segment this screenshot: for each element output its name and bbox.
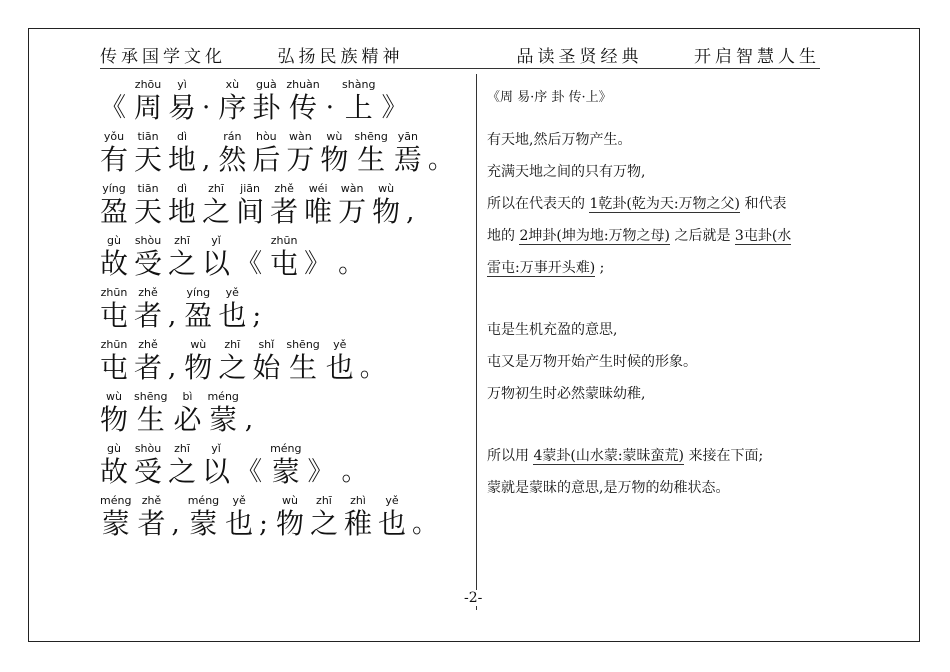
hanzi: 者 (270, 195, 299, 228)
hanzi-with-pinyin (286, 130, 314, 176)
hanzi-with-pinyin (173, 390, 201, 436)
header-motto-2: 弘扬民族精神 (277, 47, 404, 67)
hanzi: 盈 (100, 195, 129, 228)
pinyin: zhūn (100, 338, 128, 351)
hanzi: 天 (134, 195, 163, 228)
pinyin: zhūn (100, 286, 128, 299)
hanzi-with-pinyin (252, 338, 280, 384)
hanzi-with-pinyin (378, 494, 406, 540)
punctuation-mark: 。 (338, 249, 365, 279)
translation-column (487, 86, 862, 504)
hanzi-with-pinyin (134, 390, 167, 436)
pinyin: zhī (316, 494, 332, 507)
classic-line (100, 332, 470, 384)
hanzi: 蒙 (209, 403, 238, 436)
hanzi-with-pinyin (252, 130, 280, 176)
hanzi: 稚 (343, 507, 372, 540)
hanzi: 物 (320, 143, 349, 176)
hanzi-with-pinyin (100, 338, 128, 384)
classic-line (100, 280, 470, 332)
pinyin: wéi (308, 182, 328, 195)
translation-line: 有天地,然后万物产生。 (487, 132, 632, 148)
hanzi: 上 (344, 91, 373, 124)
hexagram-reference: 雷屯:万事开头难) (487, 260, 596, 276)
pinyin: yě (333, 338, 347, 351)
hanzi: 之 (168, 247, 197, 280)
hanzi-with-pinyin (168, 234, 196, 280)
hanzi: 地 (168, 195, 197, 228)
punctuation (428, 130, 456, 176)
header-rule (100, 68, 820, 69)
hanzi-with-pinyin (225, 494, 253, 540)
hanzi-with-pinyin (168, 78, 196, 124)
hanzi: 者 (134, 299, 163, 332)
hanzi: 地 (168, 143, 197, 176)
classic-text-with-pinyin (100, 78, 470, 540)
punctuation (236, 442, 264, 488)
punctuation-mark: · (202, 93, 211, 123)
pinyin: wàn (288, 130, 312, 143)
translation-line (487, 252, 862, 284)
hanzi: 盈 (184, 299, 213, 332)
pinyin: yǐ (211, 234, 221, 247)
hanzi: 之 (309, 507, 338, 540)
punctuation (308, 442, 336, 488)
punctuation-mark: 。 (412, 509, 439, 539)
hanzi: 物 (184, 351, 213, 384)
hanzi: 间 (236, 195, 265, 228)
pinyin: zhě (138, 286, 158, 299)
hanzi-with-pinyin (207, 390, 238, 436)
punctuation (236, 234, 264, 280)
hanzi: 之 (218, 351, 247, 384)
translation-text: 和代表 (744, 196, 787, 212)
hanzi: 生 (357, 143, 386, 176)
punctuation (171, 494, 181, 540)
classic-line (100, 384, 470, 436)
pinyin: shēng (134, 390, 168, 403)
hanzi-with-pinyin (218, 338, 246, 384)
translation-text: ; (599, 260, 605, 276)
pinyin: wù (190, 338, 207, 351)
page-number: -2- (464, 590, 483, 606)
hanzi: 万 (286, 143, 315, 176)
punctuation-mark: 》 (381, 93, 408, 123)
pinyin: yě (232, 494, 246, 507)
translation-line (487, 188, 862, 220)
pinyin: zhuàn (286, 78, 320, 91)
pinyin: zhī (174, 234, 190, 247)
pinyin: gù (107, 442, 121, 455)
pinyin: wù (281, 494, 298, 507)
pinyin: tiān (137, 182, 159, 195)
pinyin: tiān (137, 130, 159, 143)
punctuation-mark: 。 (427, 145, 454, 175)
pinyin: wù (106, 390, 122, 403)
hanzi-with-pinyin (286, 338, 319, 384)
hanzi: 卦 (252, 91, 281, 124)
punctuation (381, 78, 409, 124)
punctuation-mark: ; (259, 509, 268, 539)
pinyin: zhě (141, 494, 162, 507)
hanzi: 也 (377, 507, 406, 540)
punctuation-mark: · (325, 93, 335, 123)
punctuation-mark: , (168, 301, 177, 331)
pinyin: bì (182, 390, 193, 403)
hanzi: 传 (289, 91, 318, 124)
hanzi: 蒙 (101, 507, 130, 540)
hanzi-with-pinyin (100, 130, 128, 176)
hanzi-with-pinyin (326, 338, 354, 384)
hanzi-with-pinyin (100, 182, 128, 228)
hanzi: 屯 (100, 299, 129, 332)
pinyin: rán (223, 130, 242, 143)
translation-text: 所以在代表天的 (487, 196, 585, 212)
hanzi-with-pinyin (168, 442, 196, 488)
header-motto-3: 品读圣贤经典 (516, 47, 643, 67)
hanzi: 万 (338, 195, 367, 228)
hanzi-with-pinyin (134, 78, 162, 124)
hanzi-with-pinyin (188, 494, 219, 540)
hanzi: 以 (202, 455, 231, 488)
translation-line: 屯是生机充盈的意思, (487, 322, 618, 338)
translation-line: 蒙就是蒙昧的意思,是万物的幼稚状态。 (487, 480, 730, 496)
hanzi: 物 (275, 507, 304, 540)
punctuation-mark: 。 (359, 353, 386, 383)
hanzi-with-pinyin (310, 494, 338, 540)
punctuation-mark: 《 (100, 93, 127, 123)
hanzi: 物 (100, 403, 129, 436)
hanzi-with-pinyin (184, 338, 212, 384)
pinyin: yǐ (211, 442, 221, 455)
classic-title (100, 78, 470, 124)
hanzi-with-pinyin (276, 494, 304, 540)
punctuation (168, 286, 178, 332)
hanzi: 生 (289, 351, 318, 384)
hanzi-with-pinyin (134, 234, 162, 280)
hanzi-with-pinyin (202, 234, 230, 280)
punctuation-mark: , (202, 145, 211, 175)
hanzi: 也 (218, 299, 247, 332)
hanzi-with-pinyin (100, 286, 128, 332)
pinyin: shǐ (258, 338, 275, 351)
column-divider (476, 74, 477, 610)
hanzi-with-pinyin (218, 130, 246, 176)
hanzi: 蒙 (271, 455, 300, 488)
pinyin: méng (100, 494, 132, 507)
pinyin: zhī (208, 182, 224, 195)
header-motto-1: 传承国学文化 (100, 47, 226, 67)
pinyin: shēng (286, 338, 320, 351)
header-motto-4: 开启智慧人生 (694, 47, 820, 67)
punctuation (338, 234, 366, 280)
translation-text: 之后就是 (674, 228, 731, 244)
punctuation (259, 494, 270, 540)
hanzi-with-pinyin (344, 494, 372, 540)
hanzi-with-pinyin (338, 182, 366, 228)
hanzi: 者 (137, 507, 166, 540)
pinyin: yān (397, 130, 418, 143)
pinyin: yě (385, 494, 399, 507)
hanzi: 序 (218, 91, 247, 124)
hanzi-with-pinyin (100, 390, 128, 436)
pinyin: zhī (224, 338, 241, 351)
pinyin: zhì (350, 494, 366, 507)
pinyin: méng (207, 390, 239, 403)
hanzi: 有 (100, 143, 129, 176)
hanzi-with-pinyin (202, 442, 230, 488)
hanzi: 周 (134, 91, 163, 124)
pinyin: dì (177, 130, 188, 143)
punctuation-mark: , (406, 197, 415, 227)
pinyin: shòu (134, 442, 162, 455)
pinyin: yě (225, 286, 239, 299)
punctuation (245, 390, 255, 436)
pinyin: zhōu (134, 78, 162, 91)
punctuation (202, 130, 212, 176)
hanzi-with-pinyin (286, 78, 319, 124)
hanzi-with-pinyin (372, 182, 400, 228)
punctuation-mark: , (171, 509, 180, 539)
punctuation-mark: 。 (341, 457, 368, 487)
translation-text: 来接在下面; (688, 448, 764, 464)
pinyin: gù (107, 234, 121, 247)
hanzi: 故 (100, 455, 129, 488)
hanzi: 易 (168, 91, 197, 124)
hanzi: 唯 (304, 195, 333, 228)
hanzi-with-pinyin (270, 442, 301, 488)
pinyin: zhě (138, 338, 158, 351)
hanzi: 屯 (100, 351, 129, 384)
pinyin: hòu (255, 130, 277, 143)
hexagram-reference: 3屯卦(水 (734, 228, 792, 244)
hanzi-with-pinyin (252, 78, 280, 124)
hanzi: 者 (134, 351, 163, 384)
hanzi-with-pinyin (218, 78, 246, 124)
hanzi-with-pinyin (134, 286, 162, 332)
pinyin: wàn (340, 182, 364, 195)
pinyin: yíng (186, 286, 211, 299)
pinyin: zhě (274, 182, 294, 195)
hanzi: 始 (252, 351, 281, 384)
hanzi: 之 (168, 455, 197, 488)
pinyin: wù (378, 182, 395, 195)
pinyin: méng (187, 494, 220, 507)
translation-line: 屯又是万物开始产生时候的形象。 (487, 354, 697, 370)
hexagram-reference: 2坤卦(坤为地:万物之母) (519, 228, 671, 244)
punctuation (252, 286, 263, 332)
hanzi-with-pinyin (184, 286, 212, 332)
punctuation (406, 182, 416, 228)
hanzi-with-pinyin (218, 286, 246, 332)
hanzi-with-pinyin (134, 182, 162, 228)
translation-line: 万物初生时必然蒙昧幼稚, (487, 386, 646, 402)
punctuation-mark: ; (252, 301, 262, 331)
hanzi: 故 (100, 247, 129, 280)
hanzi: 生 (136, 403, 165, 436)
hanzi-with-pinyin (137, 494, 165, 540)
punctuation (342, 442, 370, 488)
hanzi-with-pinyin (134, 442, 162, 488)
classic-line (100, 228, 470, 280)
punctuation-mark: 《 (236, 249, 263, 279)
hanzi: 之 (202, 195, 231, 228)
hanzi: 蒙 (189, 507, 218, 540)
translation-title: 《周 易·序 卦 传·上》 (487, 90, 612, 105)
pinyin: guà (255, 78, 277, 91)
translation-text: 所以用 (487, 448, 529, 464)
hanzi: 也 (325, 351, 354, 384)
translation-line (487, 440, 862, 472)
hanzi-with-pinyin (236, 182, 264, 228)
punctuation (360, 338, 388, 384)
punctuation-mark: , (244, 405, 254, 435)
hanzi: 焉 (393, 143, 422, 176)
pinyin: zhī (174, 442, 190, 455)
hanzi-with-pinyin (168, 130, 196, 176)
punctuation-mark: 《 (236, 457, 263, 487)
hanzi-with-pinyin (100, 442, 128, 488)
punctuation (168, 338, 178, 384)
hanzi-with-pinyin (202, 182, 230, 228)
classic-line (100, 124, 470, 176)
translation-text: 地的 (487, 228, 515, 244)
hanzi-with-pinyin (134, 130, 162, 176)
pinyin: dì (177, 182, 188, 195)
hanzi: 必 (173, 403, 202, 436)
hanzi: 也 (225, 507, 254, 540)
pinyin: zhūn (270, 234, 298, 247)
hexagram-reference: 1乾卦(乾为天:万物之父) (589, 196, 741, 212)
translation-line (487, 220, 862, 252)
hanzi: 以 (202, 247, 231, 280)
hanzi: 受 (134, 247, 163, 280)
pinyin: shēng (354, 130, 388, 143)
punctuation-mark: , (168, 353, 177, 383)
hanzi: 屯 (270, 247, 299, 280)
hanzi-with-pinyin (342, 78, 375, 124)
hanzi: 然 (218, 143, 247, 176)
classic-line (100, 488, 470, 540)
hanzi-with-pinyin (134, 338, 162, 384)
hanzi: 物 (372, 195, 401, 228)
punctuation (100, 78, 128, 124)
pinyin: shòu (134, 234, 162, 247)
pinyin: yì (177, 78, 187, 91)
translation-line: 充满天地之间的只有万物, (487, 164, 646, 180)
punctuation (326, 78, 336, 124)
punctuation (412, 494, 440, 540)
pinyin: xù (225, 78, 240, 91)
hexagram-reference: 4蒙卦(山水蒙:蒙昧蛮荒) (533, 448, 685, 464)
hanzi-with-pinyin (270, 234, 298, 280)
pinyin: shàng (342, 78, 376, 91)
hanzi-with-pinyin (304, 182, 332, 228)
pinyin: yǒu (103, 130, 125, 143)
hanzi: 后 (252, 143, 281, 176)
hanzi: 受 (134, 455, 163, 488)
punctuation-mark: 》 (304, 249, 331, 279)
hanzi: 天 (134, 143, 163, 176)
pinyin: jiān (240, 182, 260, 195)
hanzi-with-pinyin (394, 130, 422, 176)
classic-line (100, 176, 470, 228)
punctuation-mark: 》 (307, 457, 334, 487)
punctuation (202, 78, 212, 124)
hanzi-with-pinyin (270, 182, 298, 228)
punctuation (304, 234, 332, 280)
hanzi-with-pinyin (320, 130, 348, 176)
hanzi-with-pinyin (354, 130, 387, 176)
hanzi-with-pinyin (100, 234, 128, 280)
hanzi-with-pinyin (168, 182, 196, 228)
pinyin: yíng (102, 182, 126, 195)
hanzi-with-pinyin (100, 494, 131, 540)
classic-line (100, 436, 470, 488)
pinyin: wù (326, 130, 343, 143)
page-header (100, 42, 820, 70)
pinyin: méng (270, 442, 302, 455)
